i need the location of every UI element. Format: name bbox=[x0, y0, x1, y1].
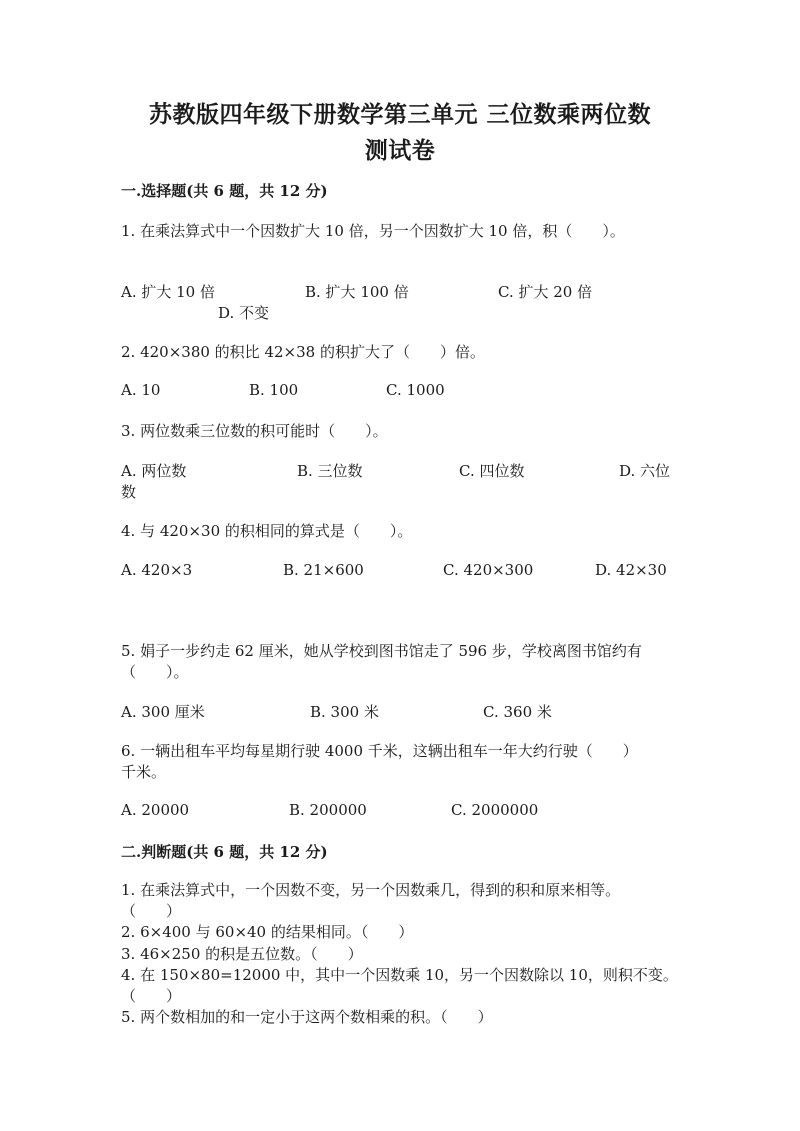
page-title: 苏教版四年级下册数学第三单元 三位数乘两位数 bbox=[148, 101, 651, 128]
option-c: C. 420×300 bbox=[443, 561, 534, 579]
option-d: D. 42×30 bbox=[595, 561, 667, 579]
question-stem: 6. 一辆出租车平均每星期行驶 4000 千米，这辆出租车一年大约行驶（ ） bbox=[121, 742, 638, 760]
option-a: A. 20000 bbox=[121, 801, 190, 819]
option-b: B. 100 bbox=[249, 381, 299, 399]
question-stem: 3. 两位数乘三位数的积可能时（ ）。 bbox=[121, 422, 388, 440]
option-a: A. 10 bbox=[121, 381, 161, 399]
judgement-line: 1. 在乘法算式中，一个因数不变，另一个因数乘几，得到的积和原来相等。 bbox=[121, 881, 621, 899]
page-title-line2: 测试卷 bbox=[364, 137, 436, 164]
option-a: A. 420×3 bbox=[121, 561, 193, 579]
question-stem: 5. 娟子一步约走 62 厘米，她从学校到图书馆走了 596 步，学校离图书馆约有 bbox=[121, 642, 642, 660]
option-c: C. 四位数 bbox=[459, 462, 525, 480]
option-b: B. 21×600 bbox=[283, 561, 364, 579]
question-stem-wrap: （ ）。 bbox=[121, 663, 189, 681]
question-stem: 4. 与 420×30 的积相同的算式是（ ）。 bbox=[121, 522, 413, 540]
option-b: B. 200000 bbox=[289, 801, 367, 819]
section-heading-choice: 一.选择题(共 6 题，共 12 分) bbox=[121, 182, 328, 200]
judgement-line: 3. 46×250 的积是五位数。（ ） bbox=[121, 945, 363, 963]
option-d: D. 六位 bbox=[619, 462, 671, 480]
judgement-line: 2. 6×400 与 60×40 的结果相同。（ ） bbox=[121, 923, 414, 941]
option-b: B. 300 米 bbox=[310, 703, 379, 721]
option-a: A. 两位数 bbox=[121, 462, 187, 480]
judgement-line: 4. 在 150×80=12000 中，其中一个因数乘 10，另一个因数除以 10，则积不变。 bbox=[121, 966, 678, 984]
question-stem: 1. 在乘法算式中一个因数扩大 10 倍，另一个因数扩大 10 倍，积（ ）。 bbox=[121, 222, 625, 240]
question-stem-wrap: 千米。 bbox=[121, 763, 167, 781]
question-stem: 2. 420×380 的积比 42×38 的积扩大了（ ）倍。 bbox=[121, 343, 485, 361]
judgement-line: （ ） bbox=[121, 987, 182, 1005]
option-b: B. 三位数 bbox=[297, 462, 363, 480]
judgement-line: 5. 两个数相加的和一定小于这两个数相乘的积。（ ） bbox=[121, 1008, 493, 1026]
option-d: D. 不变 bbox=[218, 304, 270, 322]
section-heading-judgement: 二.判断题(共 6 题，共 12 分) bbox=[121, 843, 328, 861]
option-d-wrap: 数 bbox=[121, 483, 137, 501]
option-c: C. 2000000 bbox=[451, 801, 539, 819]
option-a: A. 扩大 10 倍 bbox=[121, 283, 215, 301]
judgement-line: （ ） bbox=[121, 902, 182, 920]
option-c: C. 1000 bbox=[386, 381, 445, 399]
option-c: C. 扩大 20 倍 bbox=[498, 283, 593, 301]
option-b: B. 扩大 100 倍 bbox=[305, 283, 409, 301]
option-a: A. 300 厘米 bbox=[121, 703, 205, 721]
option-c: C. 360 米 bbox=[483, 703, 552, 721]
